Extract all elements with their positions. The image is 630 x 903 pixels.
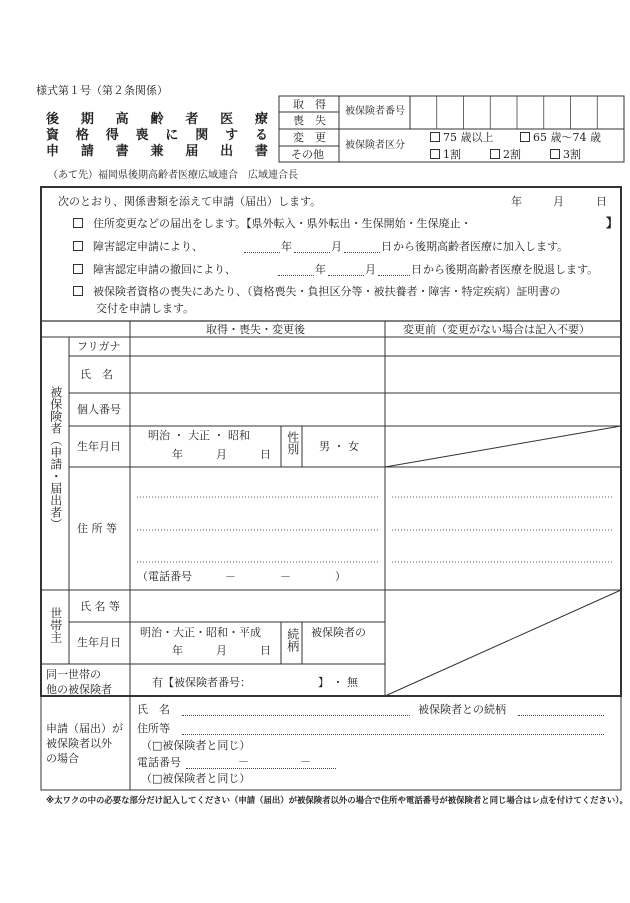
- address-label: 住 所 等: [77, 522, 117, 535]
- personal-number-label: 個人番号: [77, 403, 121, 416]
- checkbox-icon: [73, 241, 83, 251]
- date-year: 年: [511, 195, 522, 208]
- birth-ymd: 年 月 日: [172, 448, 271, 461]
- title-char: 書: [254, 144, 268, 159]
- title-char: 資: [46, 128, 60, 143]
- checkbox-icon: [73, 264, 83, 274]
- join-text: から後期高齢者医療に加入します。: [393, 240, 569, 253]
- title-char: 後: [46, 112, 60, 127]
- title-char: 請: [80, 144, 94, 159]
- item-address-change[interactable]: 住所変更などの届出をします。【県外転入・県外転出・生保開始・生保廃止・: [73, 218, 472, 229]
- join-month: 月: [331, 240, 342, 253]
- applicant-phone-dash-2: －: [300, 755, 311, 768]
- household-name-label: 氏 名 等: [80, 600, 120, 613]
- same-household-label-1: 同一世帯の: [46, 668, 101, 681]
- join-year: 年: [281, 240, 292, 253]
- insured-category-label: 被保険者区分: [345, 140, 405, 151]
- applicant-address-label: 住所等: [137, 722, 170, 735]
- item-disability-withdraw[interactable]: 障害認定申請の撤回により、: [73, 264, 236, 275]
- type-acquire: 取 得: [293, 98, 326, 111]
- date-month: 月: [553, 195, 564, 208]
- item-disability-join[interactable]: 障害認定申請により、: [73, 241, 203, 252]
- applicant-label-1: 申請（届出）が: [46, 722, 123, 735]
- title-char: 喪: [135, 128, 149, 143]
- household-group-label: 世帯主: [48, 607, 63, 643]
- applicant-relation-label: 被保険者との続柄: [418, 703, 506, 716]
- date-day: 日: [596, 195, 607, 208]
- applicant-phone-label: 電話番号: [137, 756, 181, 769]
- footnote: ※太ワクの中の必要な部分だけ記入してください（申請（届出）が被保険者以外の場合で住所や電話番号が被保険者と同じ場合はレ点を付けてください）。: [46, 795, 628, 805]
- title-char: 得: [105, 128, 119, 143]
- form-number: 様式第１号（第２条関係）: [36, 84, 168, 97]
- withdraw-day: 日: [411, 263, 422, 276]
- applicant-same-phone[interactable]: （□被保険者と同じ）: [141, 772, 251, 785]
- phone-field[interactable]: （電話番号 － － ）: [137, 570, 346, 583]
- intro-text: 次のとおり、関係書類を添えて申請（届出）します。: [58, 195, 322, 208]
- applicant-label-2: 被保険者以外: [46, 737, 112, 750]
- applicant-name-label: 氏 名: [137, 703, 170, 716]
- title-char: る: [254, 128, 268, 143]
- sex-label: 性別: [285, 431, 300, 455]
- join-day: 日: [381, 240, 392, 253]
- addressee: （あて先）福岡県後期高齢者医療広域連合 広域連合長: [48, 170, 298, 181]
- same-household-label-2: 他の被保険者: [46, 683, 112, 696]
- header-after: 取得・喪失・変更後: [206, 323, 305, 336]
- header-before: 変更前（変更がない場合は記入不要）: [403, 323, 590, 336]
- ratio-3-option[interactable]: 3割: [550, 149, 581, 160]
- item-certificate-line2: 交付を申請します。: [96, 302, 195, 315]
- type-change: 変 更: [293, 131, 326, 144]
- applicant-label-3: の場合: [46, 752, 79, 765]
- title-char: 格: [75, 128, 89, 143]
- withdraw-year: 年: [315, 263, 326, 276]
- household-relation-to: 被保険者の: [311, 626, 366, 639]
- item-address-close: 】: [606, 216, 619, 230]
- title-char: 兼: [150, 144, 164, 159]
- type-loss: 喪 失: [293, 114, 326, 127]
- insured-number-label: 被保険者番号: [345, 106, 405, 117]
- title-char: 届: [185, 144, 199, 159]
- withdraw-text: から後期高齢者医療を脱退します。: [423, 263, 599, 276]
- title-char: 高: [115, 112, 129, 127]
- title-char: 書: [115, 144, 129, 159]
- birth-eras: 明治 ・ 大正 ・ 昭和: [148, 429, 250, 442]
- ratio-1-option[interactable]: 1割: [430, 149, 461, 160]
- household-birth-label: 生年月日: [77, 636, 121, 649]
- title-char: 関: [195, 128, 209, 143]
- checkbox-icon: [73, 218, 83, 228]
- type-other: その他: [291, 148, 324, 161]
- age-65-option[interactable]: 65 歳～74 歳: [520, 132, 601, 143]
- checkbox-icon: [73, 286, 83, 296]
- same-household-value[interactable]: 有【被保険者番号：: [152, 676, 251, 689]
- household-eras: 明治・大正・昭和・平成: [140, 626, 261, 639]
- title-char: 医: [220, 112, 234, 127]
- title-char: 療: [254, 112, 268, 127]
- title-char: 出: [220, 144, 234, 159]
- applicant-same-address[interactable]: （□被保険者と同じ）: [141, 739, 251, 752]
- withdraw-month: 月: [365, 263, 376, 276]
- name-label: 氏 名: [80, 368, 113, 381]
- ratio-2-option[interactable]: 2割: [490, 149, 521, 160]
- household-ymd: 年 月 日: [172, 644, 271, 657]
- sex-options[interactable]: 男 ・ 女: [319, 440, 359, 453]
- birth-label: 生年月日: [77, 440, 121, 453]
- same-household-close[interactable]: 】 ・ 無: [318, 676, 358, 689]
- item-certificate[interactable]: 被保険者資格の喪失にあたり、（資格喪失・負担区分等・被扶養者・障害・特定疾病）証明書の: [73, 286, 561, 297]
- title-char: す: [225, 128, 239, 143]
- furigana-label: フリガナ: [77, 340, 121, 353]
- title-char: 期: [80, 112, 94, 127]
- title-char: 者: [185, 112, 199, 127]
- applicant-phone-dash-1: －: [238, 755, 249, 768]
- household-relation-label: 続柄: [285, 628, 300, 652]
- title-char: 申: [46, 144, 60, 159]
- age-75-option[interactable]: 75 歳以上: [430, 132, 494, 143]
- title-char: 齢: [150, 112, 164, 127]
- title-char: に: [165, 128, 179, 143]
- insured-group-label: 被保険者（申請・届出者）: [48, 386, 63, 530]
